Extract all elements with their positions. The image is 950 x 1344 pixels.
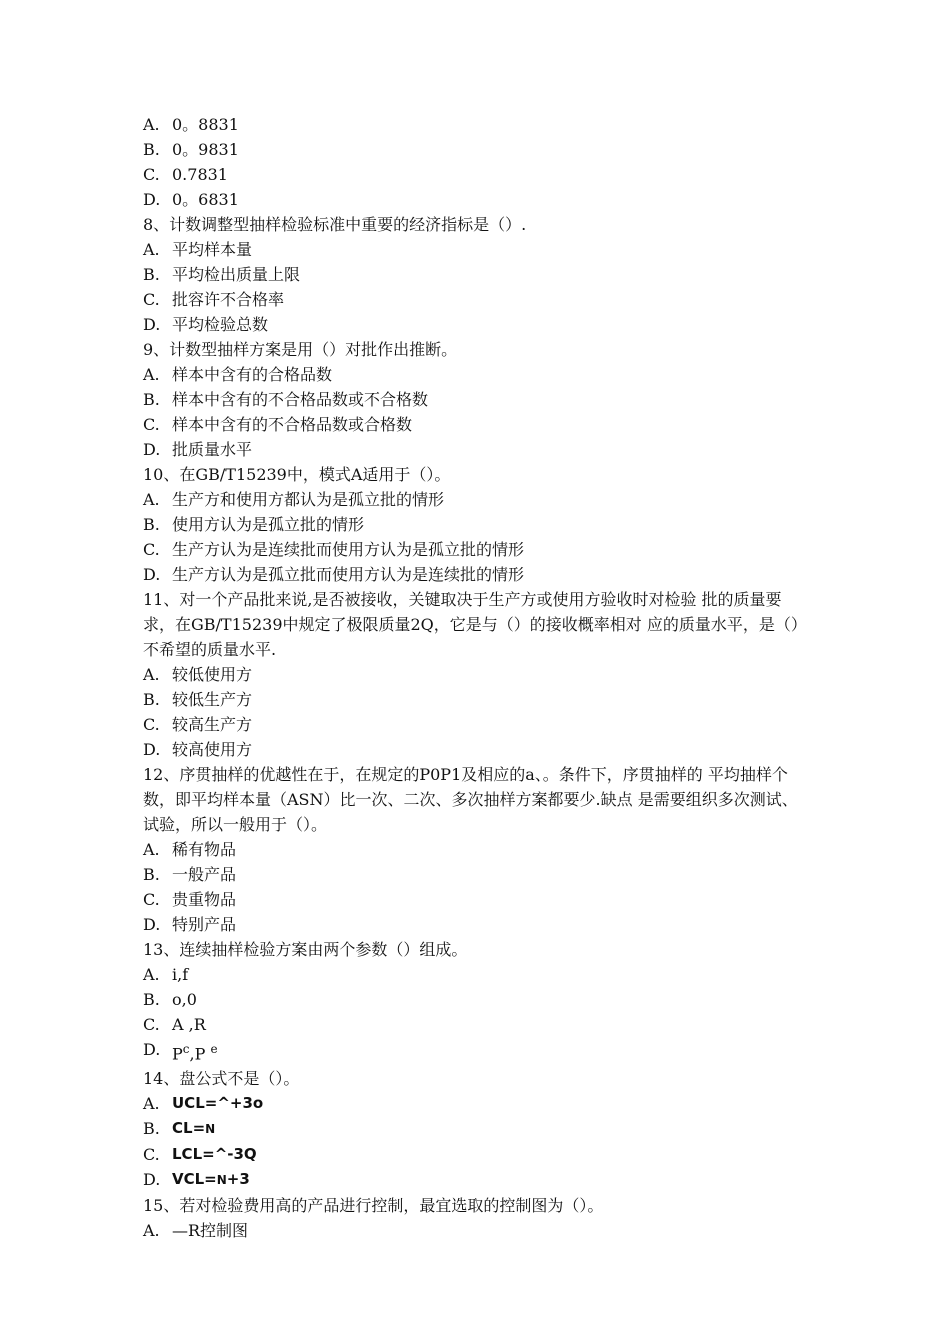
option-c: C. 0.7831 [143,165,228,184]
question-stem: 9、计数型抽样方案是用（）对批作出推断。 [143,340,458,359]
option-d: D. 较高使用方 [143,740,253,759]
option-b: B. 较低生产方 [143,690,253,709]
option-a: A. 生产方和使用方都认为是孤立批的情形 [143,490,445,509]
question-11 [143,587,823,762]
question-7-options [143,112,823,212]
question-stem: 12、序贯抽样的优越性在于，在规定的P0P1及相应的a、。条件下，序贯抽样的 平均抽样个数，即平均样本量（ASN）比一次、二次、多次抽样方案都要少.缺点 是需要组织多次测试、试验，所以一般用于（）。 [143,765,798,834]
option-c: C. 贵重物品 [143,890,237,909]
option-c: C. 批容许不合格率 [143,290,285,309]
question-stem: 11、对一个产品批来说,是否被接收，关键取决于生产方或使用方验收时对检验 批的质量要求，在GB/T15239中规定了极限质量2Q，它是与（）的接收概率相对 应的质量水平，是（）不希望的质量水平. [143,590,807,659]
option-b: B. 平均检出质量上限 [143,265,301,284]
option-b: B. 使用方认为是孤立批的情形 [143,515,365,534]
option-a: A. 较低使用方 [143,665,253,684]
option-b: B. 一般产品 [143,865,237,884]
option-d: D. 0。6831 [143,190,239,209]
question-8 [143,212,823,337]
question-stem: 8、计数调整型抽样检验标准中重要的经济指标是（）. [143,215,527,234]
option-c: C. A ,R [143,1015,206,1034]
option-d: D. 平均检验总数 [143,315,269,334]
question-13 [143,937,823,1066]
option-a: A. 样本中含有的合格品数 [143,365,333,384]
option-c: C. LCL=^-3Q [143,1145,257,1165]
question-12 [143,762,823,937]
option-a: A. —R控制图 [143,1221,249,1241]
option-d: D. 特别产品 [143,915,237,934]
option-d: D. VCL=N+3 [143,1170,250,1190]
option-d: D. 生产方认为是孤立批而使用方认为是连续批的情形 [143,565,525,584]
option-d: D. $P^c,P$ $^e$ [143,1040,218,1064]
question-10 [143,462,823,587]
option-a: A. 稀有物品 [143,840,237,859]
option-a: A. 0。8831 [143,115,239,134]
question-stem: 10、在GB/T15239中，模式A适用于（）。 [143,465,451,484]
option-b: B. CL=N [143,1119,216,1139]
option-c: C. 较高生产方 [143,715,253,734]
option-d: D. 批质量水平 [143,440,253,459]
option-b: B. o,0 [143,990,197,1009]
question-14 [143,1066,823,1193]
option-c: C. 样本中含有的不合格品数或合格数 [143,415,413,434]
option-b: B. 样本中含有的不合格品数或不合格数 [143,390,429,409]
option-a: A. i,f [143,965,189,984]
option-a: A. UCL=^+3o [143,1094,264,1114]
question-9 [143,337,823,462]
exam-page [143,112,823,1243]
question-stem: 13、连续抽样检验方案由两个参数（）组成。 [143,940,468,959]
question-stem: 15、若对检验费用高的产品进行控制，最宜选取的控制图为（）。 [143,1196,604,1216]
option-c: C. 生产方认为是连续批而使用方认为是孤立批的情形 [143,540,525,559]
option-b: B. 0。9831 [143,140,239,159]
option-a: A. 平均样本量 [143,240,253,259]
question-15 [143,1193,823,1243]
question-stem: 14、盘公式不是（）。 [143,1069,300,1089]
